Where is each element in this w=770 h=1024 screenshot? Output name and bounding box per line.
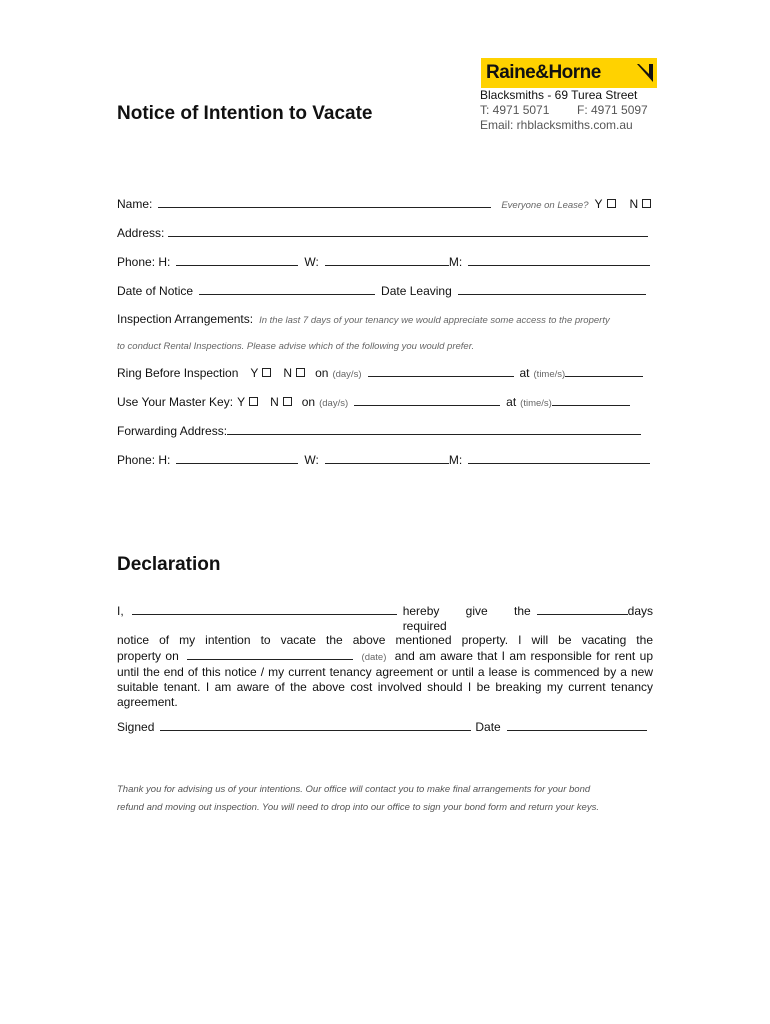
master-key-label: Use Your Master Key: [117, 395, 234, 409]
inspection-label: Inspection Arrangements: [117, 312, 254, 326]
ring-on-label: on [315, 366, 329, 380]
decl-date-field[interactable] [187, 648, 353, 660]
fwd-phone-h-field[interactable] [176, 452, 298, 464]
master-key-row [117, 394, 630, 409]
footer-line-1: Thank you for advising us of your intentions. Our office will contact you to make final arrangements for your bond [117, 784, 591, 795]
decl-date-hint: (date) [361, 651, 387, 663]
office-fax: F: 4971 5097 [577, 103, 648, 117]
fwd-phone-m-field[interactable] [468, 452, 650, 464]
phone-h-label: Phone: H: [117, 255, 171, 269]
phone-h-field[interactable] [176, 254, 298, 266]
ring-time-hint: (time/s) [533, 369, 566, 380]
date-of-notice-label: Date of Notice [117, 284, 194, 298]
ring-yes-checkbox[interactable] [262, 368, 271, 377]
key-days-field[interactable] [354, 394, 500, 406]
logo-arrow-icon [637, 62, 653, 84]
lease-yes-checkbox[interactable] [607, 199, 616, 208]
ring-before-label: Ring Before Inspection [117, 366, 239, 380]
ring-days-field[interactable] [368, 365, 514, 377]
key-at-label: at [506, 395, 517, 409]
decl-days-label: days [627, 604, 653, 618]
key-no-checkbox[interactable] [283, 397, 292, 406]
key-days-hint: (day/s) [319, 398, 349, 409]
ring-no-checkbox[interactable] [296, 368, 305, 377]
ring-no-label: N [283, 366, 293, 380]
phone-m-label: M: [448, 255, 463, 269]
key-time-hint: (time/s) [520, 398, 552, 409]
signed-row [117, 719, 647, 734]
inspection-row [117, 312, 610, 326]
fwd-phone-h-label: Phone: H: [117, 453, 171, 467]
office-email: Email: rhblacksmiths.com.au [480, 118, 633, 132]
declaration-text [117, 603, 653, 709]
name-row [117, 196, 651, 211]
raine-horne-logo [481, 58, 657, 88]
inspection-text-1: In the last 7 days of your tenancy we would appreciate some access to the property [259, 315, 610, 326]
inspection-text-2: to conduct Rental Inspections. Please advise which of the following you would prefer. [117, 341, 475, 352]
date-leaving-field[interactable] [458, 283, 646, 295]
key-time-field[interactable] [552, 394, 630, 406]
phone-row [117, 254, 650, 269]
ring-at-label: at [519, 366, 530, 380]
date-leaving-label: Date Leaving [381, 284, 452, 298]
ring-days-hint: (day/s) [332, 369, 362, 380]
declaration-title: Declaration [117, 554, 221, 575]
fwd-phone-w-label: W: [304, 453, 319, 467]
ring-yes-label: Y [250, 366, 259, 380]
page-title: Notice of Intention to Vacate [117, 103, 373, 124]
fwd-phone-m-label: M: [448, 453, 463, 467]
decl-i-label: I, [117, 604, 124, 618]
signed-date-label: Date [475, 720, 501, 734]
ring-time-field[interactable] [565, 365, 643, 377]
logo-wordmark: Raine&Horne [486, 62, 636, 84]
address-row [117, 225, 648, 240]
declaration-rest [117, 648, 653, 709]
key-yes-label: Y [237, 395, 246, 409]
forwarding-row [117, 423, 641, 438]
key-on-label: on [301, 395, 316, 409]
declaration-line-1 [117, 603, 653, 633]
phone-w-label: W: [304, 255, 319, 269]
everyone-on-lease-label: Everyone on Lease? [501, 200, 589, 211]
lease-yes-label: Y [594, 197, 603, 211]
office-phone: T: 4971 5071 [480, 103, 550, 117]
phone-m-field[interactable] [468, 254, 650, 266]
signed-label: Signed [117, 720, 155, 734]
forwarding-phone-row [117, 452, 650, 467]
signed-date-field[interactable] [507, 719, 647, 731]
office-address: Blacksmiths - 69 Turea Street [480, 88, 638, 102]
footer-line-2: refund and moving out inspection. You will need to drop into our office to sign your bond form and return your keys. [117, 802, 599, 813]
date-of-notice-field[interactable] [199, 283, 375, 295]
decl-days-field[interactable] [537, 603, 628, 615]
lease-no-label: N [629, 197, 639, 211]
decl-give-required: hereby give the required [402, 604, 531, 633]
signature-field[interactable] [160, 719, 471, 731]
forwarding-field[interactable] [227, 423, 641, 435]
declaration-line-2: notice of my intention to vacate the above mentioned property. I will be vacating the [117, 633, 653, 648]
decl-property-on: property on [117, 648, 179, 663]
key-yes-checkbox[interactable] [249, 397, 258, 406]
address-field[interactable] [168, 225, 648, 237]
decl-rest-text: and am aware that I am responsible for rent up until the end of this notice / my current tenancy agreement or until a lease is commenced by a new suitable tenant. I am aware of the above cost involved should I be breaking my current tenancy agreement. [117, 648, 653, 709]
forwarding-label: Forwarding Address: [117, 424, 228, 438]
name-field[interactable] [158, 196, 491, 208]
lease-no-checkbox[interactable] [642, 199, 651, 208]
dates-row [117, 283, 646, 298]
phone-w-field[interactable] [325, 254, 449, 266]
name-label: Name: [117, 197, 153, 211]
decl-name-field[interactable] [132, 603, 397, 615]
fwd-phone-w-field[interactable] [325, 452, 449, 464]
address-label: Address: [117, 226, 165, 240]
key-no-label: N [270, 395, 279, 409]
ring-before-row [117, 365, 643, 380]
